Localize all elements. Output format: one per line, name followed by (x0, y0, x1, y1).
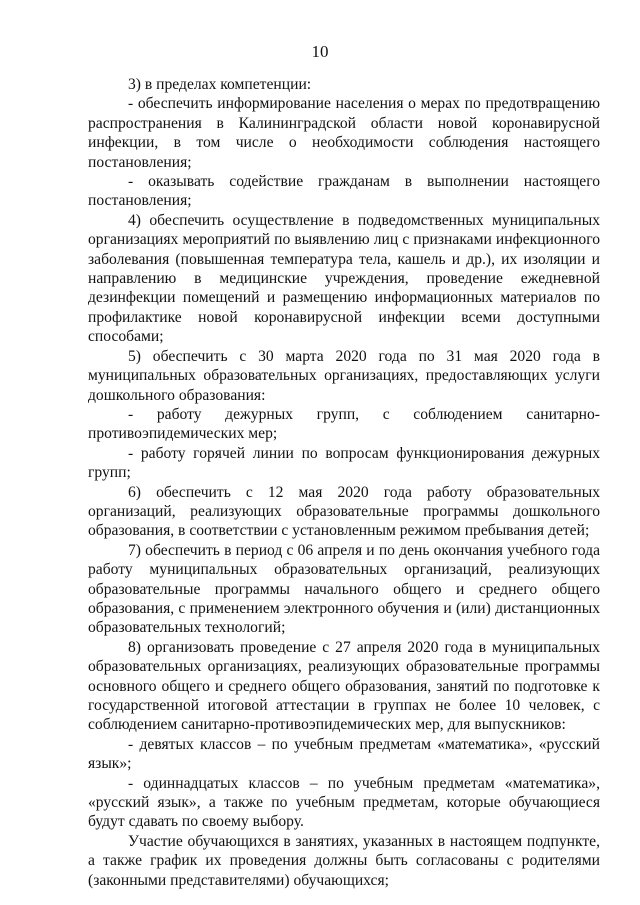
page-number: 10 (311, 42, 329, 61)
document-body (88, 75, 600, 890)
paragraph-8-item-eleventh-grade: - одиннадцатых классов – по учебным предметам «математика», «русский язык», а также по учебным предметам, которые обучающиеся будут сдавать по своему выбору. (88, 774, 600, 831)
paragraph-3: 3) в пределах компетенции: (128, 76, 312, 93)
paragraph-3-item-assist: - оказывать содействие гражданам в выполнении настоящего постановления; (88, 173, 600, 210)
paragraph-4: 4) обеспечить осуществление в подведомственных муниципальных организациях мероприятий по выявлению лиц с признаками инфекционного заболевания (повышенная температура тела, кашель и др.), их изоляции и направлению в медицинские учреждения, проведение ежедневной дезинфекции помещений и размещению информационных материалов по профилактике новой коронавирусной инфекции всеми доступными способами; (88, 211, 600, 346)
paragraph-8-item-ninth-grade: - девятых классов – по учебным предметам «математика», «русский язык»; (88, 735, 600, 773)
paragraph-5: 5) обеспечить с 30 марта 2020 года по 31 мая 2020 года в муниципальных образовательных организациях, предоставляющих услуги дошкольного образования: (88, 347, 600, 404)
paragraph-5-item-hotline: - работу горячей линии по вопросам функционирования дежурных групп; (88, 444, 600, 482)
paragraph-3-item-inform: - обеспечить информирование населения о мерах по предотвращению распространения в Калининградской области новой коронавирусной инфекции, в том числе о необходимости соблюдения настоящего постановления; (88, 95, 600, 171)
paragraph-8: 8) организовать проведение с 27 апреля 2020 года в муниципальных образовательных организациях, реализующих образовательные программы основного общего и среднего общего образования, занятий по подготовке к государственной итоговой аттестации в группах не более 10 человек, с соблюдением санитарно-противоэпидемических мер, для выпускников: (88, 638, 600, 734)
paragraph-5-item-duty-groups: - работу дежурных групп, с соблюдением санитарно-противоэпидемических мер; (88, 405, 600, 443)
paragraph-7: 7) обеспечить в период с 06 апреля и по день окончания учебного года работу муниципальных образовательных организаций, реализующих образовательные программы начального общего и среднего общего образования, с применением электронного обучения и (или) дистанционных образовательных технологий; (88, 541, 600, 637)
paragraph-6: 6) обеспечить с 12 мая 2020 года работу образовательных организаций, реализующих образовательные программы дошкольного образования, в соответствии с установленным режимом пребывания детей; (88, 483, 600, 540)
paragraph-8-participation: Участие обучающихся в занятиях, указанных в настоящем подпункте, а также график их проведения должны быть согласованы с родителями (законными представителями) обучающихся; (88, 832, 600, 889)
